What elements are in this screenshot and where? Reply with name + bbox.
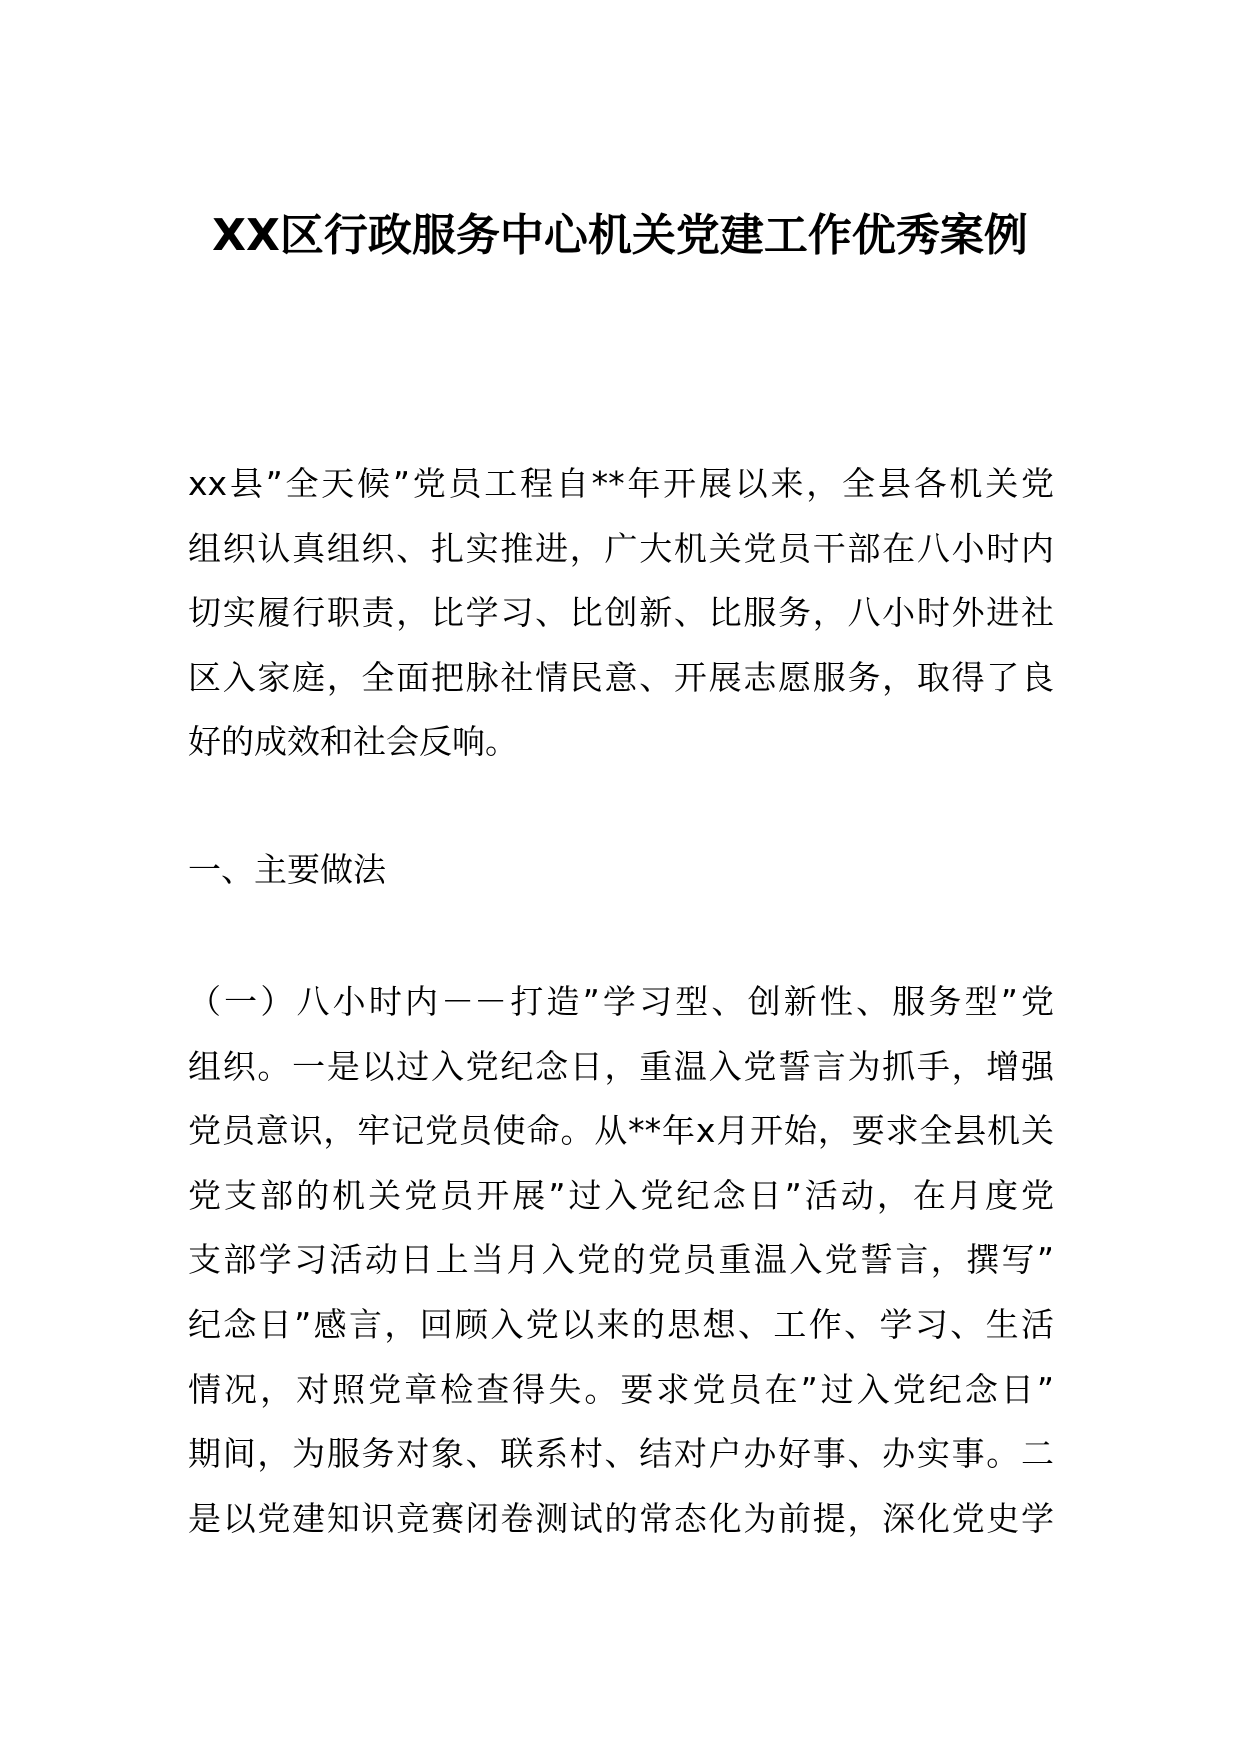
paragraph-line: 区入家庭，全面把脉社情民意、开展志愿服务，取得了良: [188, 657, 1054, 697]
section-paragraph: [188, 970, 1054, 1551]
paragraph-line: 组织认真组织、扎实推进，广大机关党员干部在八小时内: [188, 528, 1054, 568]
paragraph-line: xx县”全天候”党员工程自**年开展以来，全县各机关党: [188, 464, 1054, 503]
intro-paragraph: [188, 452, 1054, 775]
paragraph-line: 切实履行职责，比学习、比创新、比服务，八小时外进社: [188, 593, 1054, 633]
paragraph-line: 情况，对照党章检查得失。要求党员在”过入党纪念日”: [188, 1369, 1054, 1409]
paragraph-line: 党支部的机关党员开展”过入党纪念日”活动，在月度党: [188, 1175, 1054, 1215]
paragraph-line: （一）八小时内－－打造”学习型、创新性、服务型”党: [188, 982, 1054, 1021]
section-heading: [188, 838, 1054, 903]
paragraph-line: 支部学习活动日上当月入党的党员重温入党誓言，撰写”: [188, 1240, 1054, 1280]
paragraph-line: 纪念日”感言，回顾入党以来的思想、工作、学习、生活: [188, 1304, 1054, 1344]
paragraph-line: 党员意识，牢记党员使命。从**年x月开始，要求全县机关: [188, 1111, 1054, 1151]
paragraph-line: 组织。一是以过入党纪念日，重温入党誓言为抓手，增强: [188, 1046, 1054, 1086]
paragraph-line: 是以党建知识竞赛闭卷测试的常态化为前提，深化党史学: [188, 1498, 1054, 1538]
paragraph-line: 期间，为服务对象、联系村、结对户办好事、办实事。二: [188, 1434, 1054, 1474]
paragraph-line: 好的成效和社会反响。: [188, 722, 518, 762]
section-heading-text: 一、主要做法: [188, 850, 386, 889]
document-title: XX区行政服务中心机关党建工作优秀案例: [212, 210, 1028, 261]
